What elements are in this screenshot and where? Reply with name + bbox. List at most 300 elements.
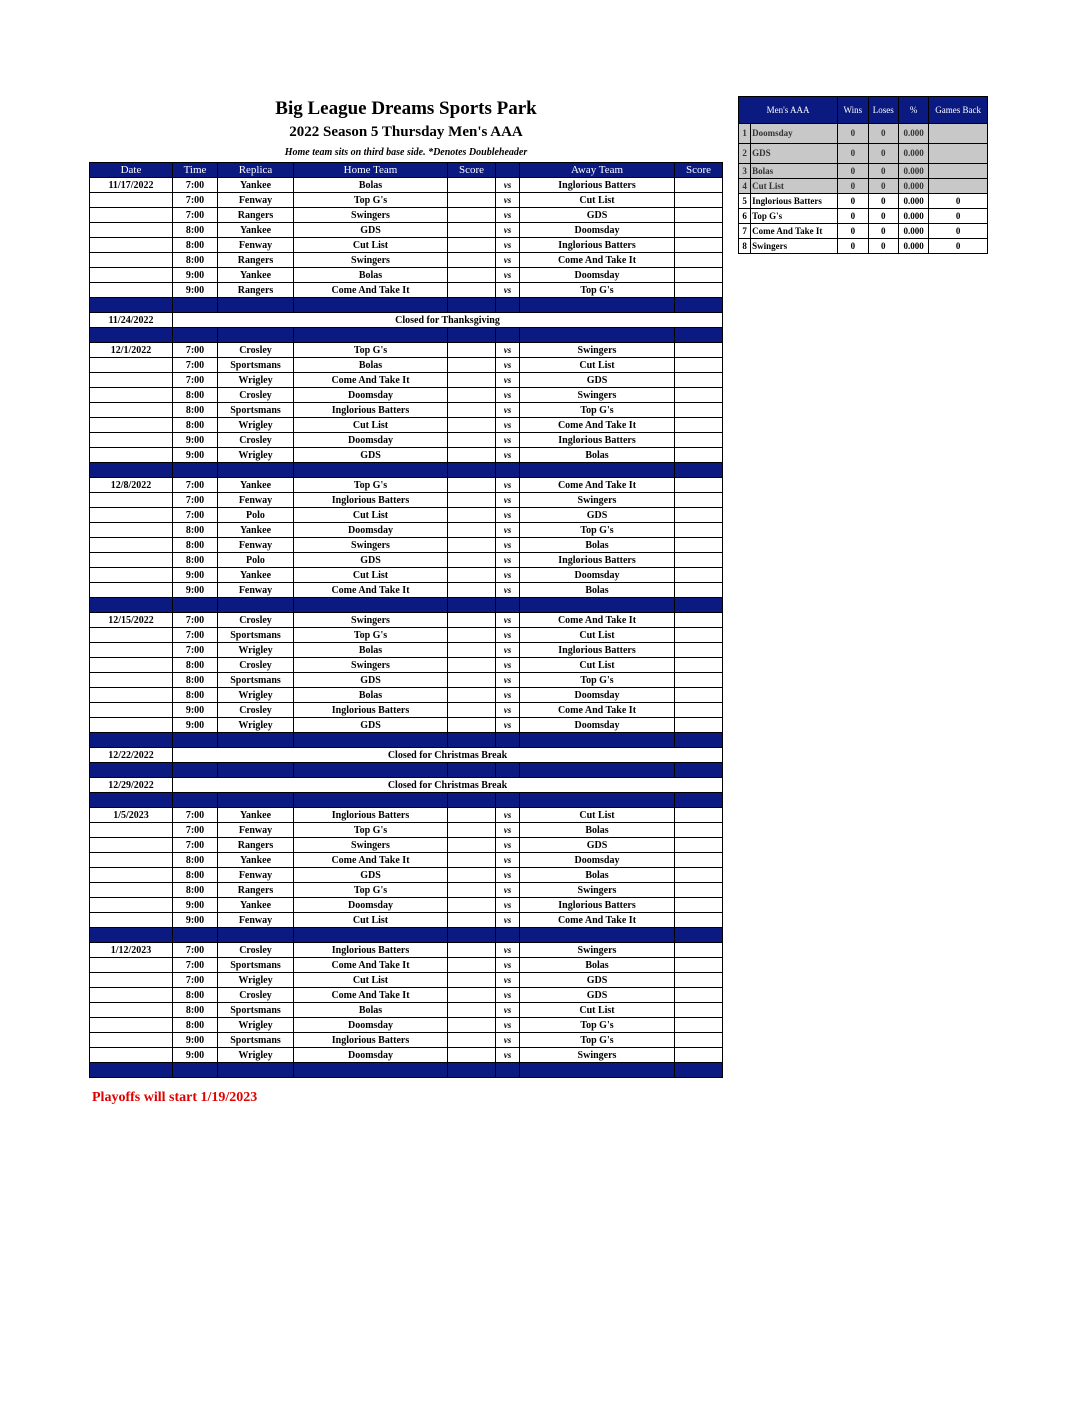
separator-cell	[173, 928, 218, 943]
time-cell: 7:00	[173, 193, 218, 208]
home-team-cell: GDS	[294, 448, 448, 463]
away-score-cell	[675, 988, 723, 1003]
home-score-cell	[448, 643, 496, 658]
home-team-cell: Bolas	[294, 688, 448, 703]
separator-cell	[173, 733, 218, 748]
separator-cell	[294, 733, 448, 748]
home-team-cell: Cut List	[294, 973, 448, 988]
away-team-cell: Swingers	[520, 343, 675, 358]
game-row	[90, 688, 723, 703]
away-score-cell	[675, 868, 723, 883]
game-row	[90, 673, 723, 688]
away-score-cell	[675, 823, 723, 838]
away-score-cell	[675, 388, 723, 403]
separator-cell	[90, 328, 173, 343]
game-row	[90, 718, 723, 733]
home-team-cell: Bolas	[294, 268, 448, 283]
date-cell	[90, 208, 173, 223]
col-date: Date	[90, 163, 173, 178]
separator-cell	[90, 463, 173, 478]
away-score-cell	[675, 223, 723, 238]
date-cell: 12/15/2022	[90, 613, 173, 628]
standings-col-division: Men's AAA	[739, 97, 838, 124]
closed-note: Closed for Christmas Break	[173, 778, 723, 793]
vs-cell: vs	[496, 253, 520, 268]
away-score-cell	[675, 508, 723, 523]
game-row	[90, 1003, 723, 1018]
playoffs-note: Playoffs will start 1/19/2023	[92, 1090, 258, 1105]
away-team-cell: Bolas	[520, 958, 675, 973]
away-score-cell	[675, 1048, 723, 1063]
separator-row	[90, 463, 723, 478]
rank-cell: 2	[739, 144, 751, 164]
separator-cell	[218, 463, 294, 478]
home-team-cell: Swingers	[294, 538, 448, 553]
vs-cell: vs	[496, 1048, 520, 1063]
replica-cell: Wrigley	[218, 1048, 294, 1063]
separator-cell	[448, 763, 496, 778]
home-score-cell	[448, 658, 496, 673]
separator-cell	[520, 1063, 675, 1078]
separator-cell	[173, 328, 218, 343]
separator-cell	[294, 463, 448, 478]
time-cell: 7:00	[173, 643, 218, 658]
col-home-team: Home Team	[294, 163, 448, 178]
vs-cell: vs	[496, 883, 520, 898]
away-team-cell: Inglorious Batters	[520, 553, 675, 568]
vs-cell: vs	[496, 523, 520, 538]
time-cell: 7:00	[173, 958, 218, 973]
home-team-cell: GDS	[294, 718, 448, 733]
separator-cell	[448, 928, 496, 943]
date-cell	[90, 433, 173, 448]
time-cell: 8:00	[173, 553, 218, 568]
away-team-cell: Doomsday	[520, 223, 675, 238]
home-score-cell	[448, 958, 496, 973]
replica-cell: Sportsmans	[218, 673, 294, 688]
wins-cell: 0	[838, 179, 868, 194]
schedule-body	[90, 178, 723, 1078]
separator-cell	[173, 763, 218, 778]
separator-cell	[218, 928, 294, 943]
separator-cell	[448, 598, 496, 613]
home-team-cell: Top G's	[294, 628, 448, 643]
home-team-cell: Cut List	[294, 418, 448, 433]
separator-cell	[90, 763, 173, 778]
home-team-cell: Inglorious Batters	[294, 808, 448, 823]
vs-cell: vs	[496, 913, 520, 928]
home-score-cell	[448, 508, 496, 523]
games-back-cell: 0	[929, 224, 988, 239]
replica-cell: Yankee	[218, 568, 294, 583]
date-cell	[90, 913, 173, 928]
time-cell: 7:00	[173, 823, 218, 838]
pct-cell: 0.000	[898, 239, 928, 254]
home-team-cell: Come And Take It	[294, 583, 448, 598]
time-cell: 8:00	[173, 238, 218, 253]
vs-cell: vs	[496, 283, 520, 298]
page-title: Big League Dreams Sports Park	[275, 98, 537, 119]
closed-row	[90, 748, 723, 763]
away-score-cell	[675, 643, 723, 658]
away-score-cell	[675, 433, 723, 448]
standings-row	[739, 194, 988, 209]
home-team-cell: Doomsday	[294, 523, 448, 538]
game-row	[90, 433, 723, 448]
away-team-cell: Swingers	[520, 388, 675, 403]
standings-row	[739, 179, 988, 194]
separator-cell	[520, 463, 675, 478]
separator-row	[90, 298, 723, 313]
replica-cell: Rangers	[218, 208, 294, 223]
col-time: Time	[173, 163, 218, 178]
game-row	[90, 538, 723, 553]
time-cell: 8:00	[173, 688, 218, 703]
game-row	[90, 853, 723, 868]
separator-cell	[218, 298, 294, 313]
home-score-cell	[448, 1048, 496, 1063]
date-cell	[90, 823, 173, 838]
game-row	[90, 358, 723, 373]
separator-cell	[294, 793, 448, 808]
date-cell	[90, 268, 173, 283]
date-cell	[90, 1033, 173, 1048]
away-team-cell: GDS	[520, 988, 675, 1003]
replica-cell: Yankee	[218, 853, 294, 868]
standings-row	[739, 164, 988, 179]
date-cell	[90, 958, 173, 973]
away-team-cell: Bolas	[520, 583, 675, 598]
home-score-cell	[448, 988, 496, 1003]
away-team-cell: Cut List	[520, 193, 675, 208]
home-team-cell: Inglorious Batters	[294, 493, 448, 508]
away-score-cell	[675, 568, 723, 583]
separator-cell	[675, 763, 723, 778]
home-score-cell	[448, 1018, 496, 1033]
replica-cell: Rangers	[218, 283, 294, 298]
pct-cell: 0.000	[898, 224, 928, 239]
away-team-cell: Top G's	[520, 1018, 675, 1033]
home-score-cell	[448, 568, 496, 583]
date-cell	[90, 868, 173, 883]
team-cell: Bolas	[751, 164, 838, 179]
date-cell	[90, 583, 173, 598]
game-row	[90, 448, 723, 463]
separator-cell	[173, 793, 218, 808]
pct-cell: 0.000	[898, 194, 928, 209]
date-cell	[90, 283, 173, 298]
time-cell: 9:00	[173, 718, 218, 733]
home-team-cell: Inglorious Batters	[294, 943, 448, 958]
time-cell: 8:00	[173, 673, 218, 688]
replica-cell: Crosley	[218, 943, 294, 958]
date-cell	[90, 508, 173, 523]
date-cell	[90, 628, 173, 643]
home-team-cell: Bolas	[294, 643, 448, 658]
separator-cell	[90, 298, 173, 313]
vs-cell: vs	[496, 628, 520, 643]
vs-cell: vs	[496, 538, 520, 553]
wins-cell: 0	[838, 224, 868, 239]
away-team-cell: Come And Take It	[520, 613, 675, 628]
home-score-cell	[448, 973, 496, 988]
away-score-cell	[675, 973, 723, 988]
away-team-cell: Inglorious Batters	[520, 178, 675, 193]
separator-row	[90, 598, 723, 613]
vs-cell: vs	[496, 208, 520, 223]
vs-cell: vs	[496, 553, 520, 568]
away-team-cell: Inglorious Batters	[520, 898, 675, 913]
vs-cell: vs	[496, 973, 520, 988]
vs-cell: vs	[496, 613, 520, 628]
away-score-cell	[675, 373, 723, 388]
date-cell	[90, 553, 173, 568]
date-cell	[90, 253, 173, 268]
game-row	[90, 643, 723, 658]
standings-col-games-back: Games Back	[929, 97, 988, 124]
replica-cell: Yankee	[218, 898, 294, 913]
game-row	[90, 373, 723, 388]
vs-cell: vs	[496, 898, 520, 913]
time-cell: 7:00	[173, 358, 218, 373]
home-team-cell: Top G's	[294, 193, 448, 208]
home-score-cell	[448, 433, 496, 448]
time-cell: 8:00	[173, 1018, 218, 1033]
separator-cell	[520, 793, 675, 808]
date-cell	[90, 193, 173, 208]
separator-cell	[218, 328, 294, 343]
away-score-cell	[675, 703, 723, 718]
date-cell: 12/8/2022	[90, 478, 173, 493]
replica-cell: Wrigley	[218, 718, 294, 733]
away-score-cell	[675, 583, 723, 598]
time-cell: 8:00	[173, 538, 218, 553]
home-team-cell: Swingers	[294, 253, 448, 268]
vs-cell: vs	[496, 178, 520, 193]
game-row	[90, 883, 723, 898]
game-row	[90, 478, 723, 493]
vs-cell: vs	[496, 403, 520, 418]
separator-cell	[675, 328, 723, 343]
away-team-cell: GDS	[520, 208, 675, 223]
away-team-cell: Cut List	[520, 1003, 675, 1018]
away-team-cell: Cut List	[520, 358, 675, 373]
separator-cell	[496, 793, 520, 808]
home-score-cell	[448, 883, 496, 898]
replica-cell: Wrigley	[218, 643, 294, 658]
separator-cell	[496, 463, 520, 478]
date-cell	[90, 358, 173, 373]
separator-cell	[173, 598, 218, 613]
game-row	[90, 898, 723, 913]
date-cell	[90, 973, 173, 988]
home-score-cell	[448, 403, 496, 418]
away-score-cell	[675, 253, 723, 268]
home-score-cell	[448, 703, 496, 718]
home-team-cell: Cut List	[294, 568, 448, 583]
date-cell	[90, 838, 173, 853]
separator-cell	[496, 928, 520, 943]
home-score-cell	[448, 238, 496, 253]
home-team-cell: Doomsday	[294, 1018, 448, 1033]
games-back-cell	[929, 179, 988, 194]
home-score-cell	[448, 418, 496, 433]
replica-cell: Sportsmans	[218, 358, 294, 373]
date-cell	[90, 223, 173, 238]
away-team-cell: Swingers	[520, 493, 675, 508]
away-team-cell: Doomsday	[520, 568, 675, 583]
home-score-cell	[448, 823, 496, 838]
home-score-cell	[448, 388, 496, 403]
separator-cell	[448, 463, 496, 478]
home-team-cell: GDS	[294, 223, 448, 238]
rank-cell: 4	[739, 179, 751, 194]
date-cell	[90, 1003, 173, 1018]
time-cell: 8:00	[173, 658, 218, 673]
date-cell	[90, 493, 173, 508]
separator-cell	[218, 793, 294, 808]
vs-cell: vs	[496, 493, 520, 508]
pct-cell: 0.000	[898, 144, 928, 164]
home-score-cell	[448, 493, 496, 508]
away-score-cell	[675, 343, 723, 358]
replica-cell: Wrigley	[218, 688, 294, 703]
game-row	[90, 838, 723, 853]
home-team-cell: Swingers	[294, 613, 448, 628]
home-team-cell: GDS	[294, 868, 448, 883]
date-cell	[90, 718, 173, 733]
loses-cell: 0	[868, 224, 898, 239]
replica-cell: Yankee	[218, 178, 294, 193]
date-cell	[90, 403, 173, 418]
home-score-cell	[448, 538, 496, 553]
home-score-cell	[448, 193, 496, 208]
rank-cell: 8	[739, 239, 751, 254]
team-cell: Come And Take It	[751, 224, 838, 239]
time-cell: 9:00	[173, 1033, 218, 1048]
home-score-cell	[448, 613, 496, 628]
separator-cell	[90, 1063, 173, 1078]
separator-cell	[448, 328, 496, 343]
away-score-cell	[675, 448, 723, 463]
home-score-cell	[448, 853, 496, 868]
home-team-cell: Come And Take It	[294, 988, 448, 1003]
time-cell: 7:00	[173, 628, 218, 643]
separator-cell	[294, 928, 448, 943]
team-cell: Top G's	[751, 209, 838, 224]
game-row	[90, 913, 723, 928]
separator-cell	[90, 598, 173, 613]
replica-cell: Fenway	[218, 823, 294, 838]
rank-cell: 3	[739, 164, 751, 179]
game-row	[90, 553, 723, 568]
away-score-cell	[675, 478, 723, 493]
replica-cell: Sportsmans	[218, 628, 294, 643]
game-row	[90, 523, 723, 538]
separator-cell	[675, 733, 723, 748]
vs-cell: vs	[496, 808, 520, 823]
away-team-cell: Top G's	[520, 283, 675, 298]
game-row	[90, 1018, 723, 1033]
away-score-cell	[675, 958, 723, 973]
time-cell: 7:00	[173, 808, 218, 823]
date-cell	[90, 898, 173, 913]
game-row	[90, 493, 723, 508]
date-cell	[90, 418, 173, 433]
date-cell: 1/12/2023	[90, 943, 173, 958]
home-team-cell: Doomsday	[294, 898, 448, 913]
away-score-cell	[675, 913, 723, 928]
loses-cell: 0	[868, 194, 898, 209]
home-score-cell	[448, 478, 496, 493]
time-cell: 7:00	[173, 838, 218, 853]
replica-cell: Crosley	[218, 703, 294, 718]
closed-row	[90, 778, 723, 793]
loses-cell: 0	[868, 164, 898, 179]
separator-cell	[294, 328, 448, 343]
replica-cell: Sportsmans	[218, 403, 294, 418]
separator-cell	[520, 928, 675, 943]
away-team-cell: Come And Take It	[520, 418, 675, 433]
away-team-cell: Doomsday	[520, 853, 675, 868]
vs-cell: vs	[496, 1033, 520, 1048]
time-cell: 7:00	[173, 943, 218, 958]
vs-cell: vs	[496, 478, 520, 493]
away-team-cell: Come And Take It	[520, 703, 675, 718]
games-back-cell: 0	[929, 239, 988, 254]
away-team-cell: Top G's	[520, 403, 675, 418]
vs-cell: vs	[496, 1003, 520, 1018]
standings-row	[739, 224, 988, 239]
pct-cell: 0.000	[898, 209, 928, 224]
separator-cell	[496, 1063, 520, 1078]
separator-cell	[520, 763, 675, 778]
separator-row	[90, 328, 723, 343]
vs-cell: vs	[496, 223, 520, 238]
away-team-cell: Swingers	[520, 883, 675, 898]
separator-row	[90, 928, 723, 943]
date-cell	[90, 1048, 173, 1063]
date-cell: 11/24/2022	[90, 313, 173, 328]
home-score-cell	[448, 688, 496, 703]
standings-col-wins: Wins	[838, 97, 868, 124]
away-score-cell	[675, 358, 723, 373]
separator-cell	[294, 598, 448, 613]
away-score-cell	[675, 943, 723, 958]
separator-cell	[218, 1063, 294, 1078]
date-cell	[90, 538, 173, 553]
time-cell: 9:00	[173, 583, 218, 598]
separator-cell	[294, 763, 448, 778]
game-row	[90, 868, 723, 883]
game-row	[90, 403, 723, 418]
time-cell: 8:00	[173, 403, 218, 418]
replica-cell: Crosley	[218, 433, 294, 448]
vs-cell: vs	[496, 568, 520, 583]
game-row	[90, 208, 723, 223]
separator-cell	[448, 298, 496, 313]
wins-cell: 0	[838, 124, 868, 144]
game-row	[90, 223, 723, 238]
home-score-cell	[448, 1003, 496, 1018]
away-team-cell: Swingers	[520, 1048, 675, 1063]
home-team-cell: GDS	[294, 553, 448, 568]
home-team-cell: Bolas	[294, 178, 448, 193]
standings-col-loses: Loses	[868, 97, 898, 124]
away-score-cell	[675, 688, 723, 703]
away-team-cell: Inglorious Batters	[520, 643, 675, 658]
standings-table	[738, 96, 988, 254]
